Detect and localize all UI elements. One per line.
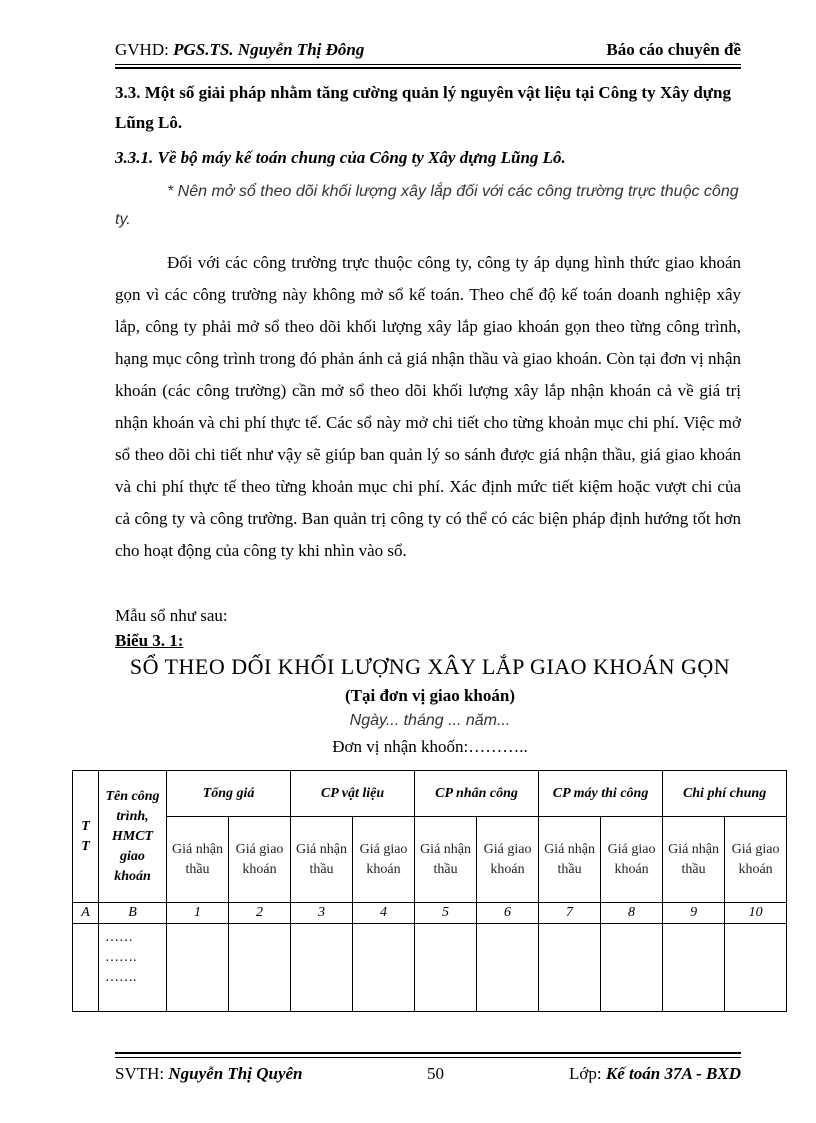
page-number: 50 (427, 1064, 444, 1083)
form-subtitle: (Tại đơn vị giao khoán) (344, 686, 516, 705)
group-header-machine: CP máy thi công (539, 771, 663, 817)
data-cell (167, 924, 229, 1012)
group-header-general: Chi phí chung (663, 771, 787, 817)
header-supervisor-name: PGS.TS. Nguyễn Thị Đông (173, 40, 365, 59)
index-cell: 10 (725, 903, 787, 924)
footer-rule (115, 1057, 741, 1058)
index-cell: B (99, 903, 167, 924)
sub-header-allocated-price: Giá giao khoán (725, 817, 787, 903)
header-supervisor (115, 40, 364, 60)
index-cell: 3 (291, 903, 353, 924)
index-cell: 7 (539, 903, 601, 924)
index-cell: 4 (353, 903, 415, 924)
data-cell (415, 924, 477, 1012)
index-cell: A (73, 903, 99, 924)
footer-student-prefix: SVTH: (115, 1064, 169, 1083)
form-date-line: Ngày... tháng ... năm... (349, 712, 511, 729)
ledger-table (72, 770, 787, 1012)
index-cell: 2 (229, 903, 291, 924)
form-title: SỔ THEO DỐI KHỐI LƯỢNG XÂY LẮP GIAO KHOÁN GỌN (129, 654, 731, 679)
sub-header-allocated-price: Giá giao khoán (477, 817, 539, 903)
sub-header-contract-price: Giá nhận thầu (167, 817, 229, 903)
group-header-total: Tổng giá (167, 771, 291, 817)
data-cell (229, 924, 291, 1012)
subsection-heading: 3.3.1. Về bộ máy kế toán chung của Công ty Xây dựng Lũng Lô. (115, 148, 566, 167)
data-cell (353, 924, 415, 1012)
index-cell: 5 (415, 903, 477, 924)
table-reference: Biểu 3. 1: (115, 631, 184, 650)
data-cell (725, 924, 787, 1012)
table-row (73, 924, 787, 1012)
footer-class (569, 1064, 741, 1084)
header-rule-thick (115, 67, 741, 69)
data-cell (663, 924, 725, 1012)
sub-header-contract-price: Giá nhận thầu (415, 817, 477, 903)
data-cell (73, 924, 99, 1012)
footer-student (115, 1064, 303, 1084)
footer-class-prefix: Lớp: (569, 1064, 606, 1083)
sub-header-allocated-price: Giá giao khoán (353, 817, 415, 903)
page-footer (115, 1064, 741, 1088)
sub-header-contract-price: Giá nhận thầu (663, 817, 725, 903)
data-cell (539, 924, 601, 1012)
footer-student-name: Nguyễn Thị Quyên (168, 1064, 303, 1083)
header-report-type: Báo cáo chuyên đề (606, 40, 741, 59)
section-heading: 3.3. Một số giải pháp nhằm tăng cường quản lý nguyên vật liệu tại Công ty Xây dựng Lũng Lô. (115, 83, 731, 132)
note-text: * Nên mở sổ theo dõi khối lượng xây lắp đối với các công trường trực thuộc công ty. (115, 183, 739, 228)
index-cell: 1 (167, 903, 229, 924)
placeholder-cell (99, 924, 167, 1012)
sub-header-allocated-price: Giá giao khoán (601, 817, 663, 903)
sub-header-contract-price: Giá nhận thầu (539, 817, 601, 903)
placeholder-line: …… (105, 930, 133, 945)
header-supervisor-prefix: GVHD: (115, 40, 174, 59)
page-header (115, 38, 741, 64)
header-rule (115, 64, 741, 65)
data-cell (601, 924, 663, 1012)
group-header-material: CP vật liệu (291, 771, 415, 817)
group-header-labor: CP nhân công (415, 771, 539, 817)
index-cell: 8 (601, 903, 663, 924)
col-header-name: Tên công trình, HMCT giao khoán (99, 771, 167, 903)
form-unit-line: Đơn vị nhận khoốn:……….. (332, 737, 528, 756)
col-header-tt: T T (73, 771, 99, 903)
data-cell (477, 924, 539, 1012)
footer-class-name: Kế toán 37A - BXD (605, 1064, 741, 1083)
data-cell (291, 924, 353, 1012)
sub-header-contract-price: Giá nhận thầu (291, 817, 353, 903)
body-paragraph: Đối với các công trường trực thuộc công ty, công ty áp dụng hình thức giao khoán gọn vì các công trường này không mở sổ kế toán. Theo chế độ kế toán doanh nghiệp xây lắp, công ty phải mở sổ theo dõi khối lượng xây lắp giao khoán gọn theo từng công trình, hạng mục công trình trong đó phản ánh cả giá nhận thầu và giao khoán. Còn tại đơn vị nhận khoán (các công trường) cần mở sổ theo dõi khối lượng xây lắp nhận khoán cả về giá trị nhận khoán và chi phí thực tế. Các sổ này mở chi tiết cho từng khoản mục chi phí. Việc mở sổ theo dõi chi tiết như vậy sẽ giúp ban quản lý so sánh được giá nhận thầu, giá giao khoán và chi phí thực tế theo từng khoản mục chi phí. Xác định mức tiết kiệm hoặc vượt chi của cả công ty và công trường. Ban quản trị công ty có thể có các biện pháp định hướng tốt hơn cho hoạt động của công ty khi nhìn vào sổ. (115, 253, 741, 560)
placeholder-line: ……. (105, 970, 137, 985)
index-cell: 9 (663, 903, 725, 924)
footer-rule-thick (115, 1052, 741, 1054)
placeholder-line: ……. (105, 950, 137, 965)
sub-header-allocated-price: Giá giao khoán (229, 817, 291, 903)
sample-label: Mẫu sổ như sau: (115, 606, 228, 625)
index-cell: 6 (477, 903, 539, 924)
